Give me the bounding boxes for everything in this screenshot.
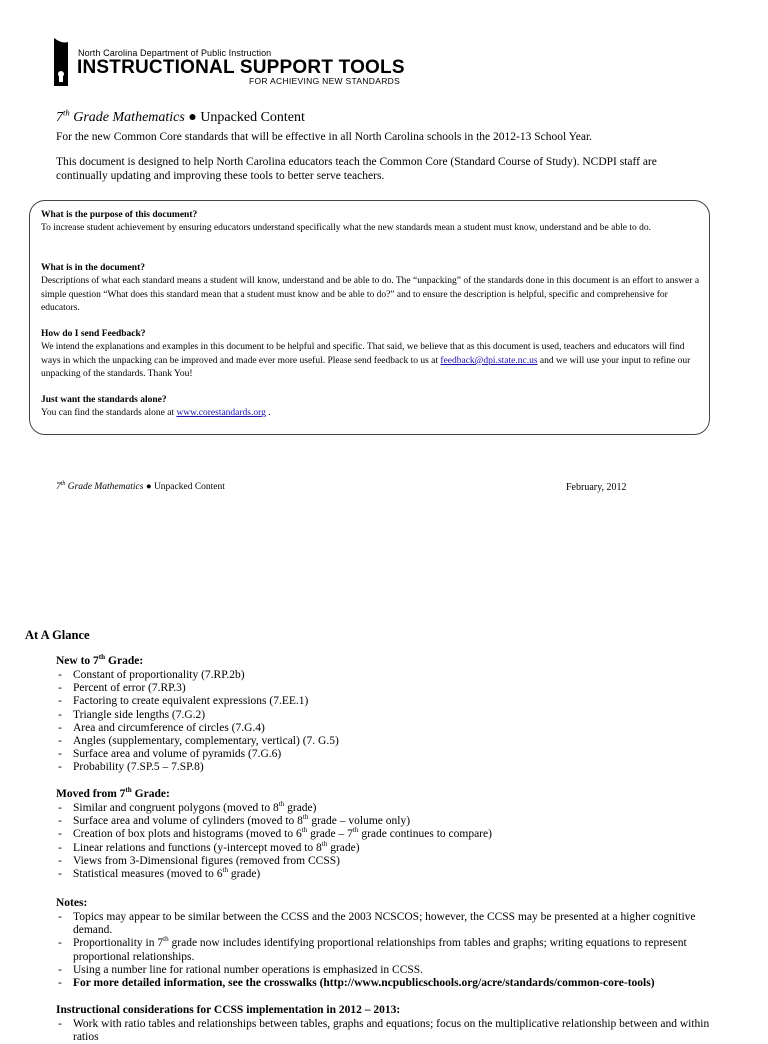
- corestandards-link[interactable]: www.corestandards.org: [176, 408, 266, 419]
- faq-question: Just want the standards alone?: [41, 395, 167, 405]
- faq-standards: Just want the standards alone? You can find the standards alone at www.corestandards.org .: [41, 395, 271, 419]
- page-title: 7th Grade Mathematics ● Unpacked Content: [56, 107, 305, 125]
- list-item: - Surface area and volume of pyramids (7.G.6): [56, 748, 716, 761]
- list-item: - Constant of proportionality (7.RP.2b): [56, 669, 716, 682]
- list-item: - Work with ratio tables and relationships between tables, graphs and equations; focus on the multiplicative relationship between and within ratios: [56, 1018, 716, 1044]
- faq-question: How do I send Feedback?: [41, 329, 146, 339]
- notes-list: [56, 911, 716, 990]
- list-item: - Percent of error (7.RP.3): [56, 682, 716, 695]
- instructional-considerations-list: [56, 1018, 716, 1044]
- list-item: - Probability (7.SP.5 – 7.SP.8): [56, 761, 716, 774]
- faq-purpose: [41, 209, 701, 236]
- faq-answer: To increase student achievement by ensuring educators understand specifically what the new standards mean a student must know, understand and be able to do.: [41, 223, 651, 234]
- moved-from-grade-list: [56, 802, 716, 881]
- list-item: - Views from 3-Dimensional figures (removed from CCSS): [56, 855, 716, 868]
- instructional-considerations-heading: Instructional considerations for CCSS implementation in 2012 – 2013:: [56, 1004, 401, 1016]
- page-footer-date: February, 2012: [566, 482, 627, 493]
- list-item: - Similar and congruent polygons (moved to 8th grade): [56, 802, 716, 815]
- page-footer-title: 7th Grade Mathematics ● Unpacked Content: [56, 480, 225, 492]
- list-item: - Using a number line for rational number operations is emphasized in CCSS.: [56, 964, 716, 977]
- faq-answer: Descriptions of what each standard means a student will know, understand and be able to do. The “unpacking” of the standards done in this document is an effort to answer a simple question “What does this standard mean that a student must know and be able to do?” and to ensure the description is helpful, specific and comprehensive for educators.: [41, 276, 700, 314]
- faq-feedback: How do I send Feedback? We intend the explanations and examples in this document to be helpful and specific. That said, we believe that as this document is used, teachers and educators will find ways in which the unpacking can be improved and made ever more useful. Please send feedback to us at feedback@dpi.state.nc.us and we will use your input to refine our unpacking of the standards. Thank You!: [41, 329, 691, 380]
- ncdpi-logo-icon: [52, 38, 72, 86]
- logo-title: INSTRUCTIONAL SUPPORT TOOLS: [77, 57, 405, 78]
- list-item: - Surface area and volume of cylinders (moved to 8th grade – volume only): [56, 815, 716, 828]
- glance-heading: At A Glance: [25, 628, 90, 642]
- list-item: - Area and circumference of circles (7.G.4): [56, 722, 716, 735]
- faq-contents: [41, 262, 701, 316]
- list-item: - Statistical measures (moved to 6th grade): [56, 868, 716, 881]
- faq-question: What is in the document?: [41, 263, 145, 273]
- list-item: - Triangle side lengths (7.G.2): [56, 709, 716, 722]
- list-item: - Angles (supplementary, complementary, vertical) (7. G.5): [56, 735, 716, 748]
- list-item: - Proportionality in 7th grade now includes identifying proportional relationships from tables and graphs; writing equations to represent proportional relationships.: [56, 937, 716, 963]
- new-to-grade-heading: New to 7th Grade:: [56, 653, 144, 667]
- moved-from-grade-heading: Moved from 7th Grade:: [56, 786, 170, 800]
- intro-paragraph-1: For the new Common Core standards that will be effective in all North Carolina schools in the 2012-13 School Year.: [56, 131, 593, 143]
- list-item: - Linear relations and functions (y-intercept moved to 8th grade): [56, 842, 716, 855]
- list-item: - For more detailed information, see the crosswalks (http://www.ncpublicschools.org/acre/standards/common-core-tools): [56, 977, 716, 990]
- list-item: - Topics may appear to be similar between the CCSS and the 2003 NCSCOS; however, the CCSS may be presented at a higher cognitive demand.: [56, 911, 716, 937]
- logo-tagline: FOR ACHIEVING NEW STANDARDS: [249, 76, 401, 86]
- faq-question: What is the purpose of this document?: [41, 210, 198, 220]
- intro-paragraph-2: This document is designed to help North Carolina educators teach the Common Core (Standard Course of Study). NCDPI staff are continually updating and improving these tools to better serve teachers.: [56, 156, 657, 182]
- feedback-email-link[interactable]: feedback@dpi.state.nc.us: [440, 355, 538, 366]
- logo-org-name: North Carolina Department of Public Instruction: [78, 48, 272, 58]
- notes-heading: Notes:: [56, 897, 88, 909]
- new-to-grade-list: [56, 669, 716, 775]
- list-item: - Creation of box plots and histograms (moved to 6th grade – 7th grade continues to compare): [56, 828, 716, 841]
- list-item: - Factoring to create equivalent expressions (7.EE.1): [56, 695, 716, 708]
